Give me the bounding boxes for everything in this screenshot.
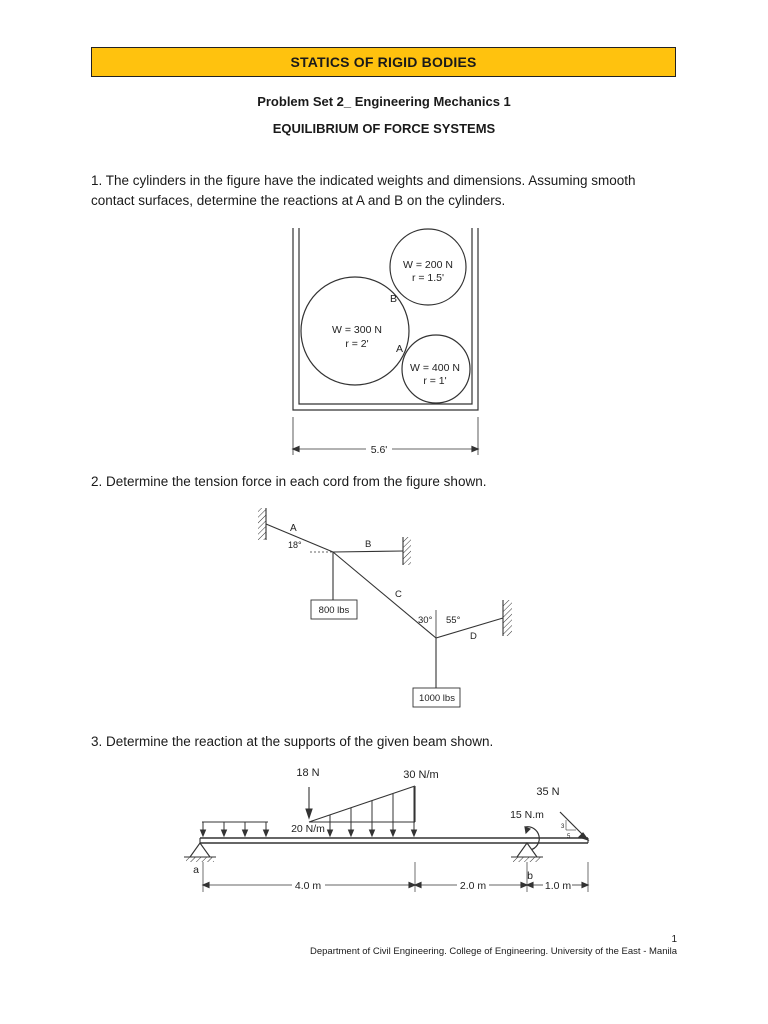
document-title: STATICS OF RIGID BODIES (91, 47, 676, 77)
support-a-label: a (193, 864, 199, 876)
problem-set-title: Problem Set 2_ Engineering Mechanics 1 (257, 94, 511, 109)
slope-run: 5 (567, 834, 571, 840)
contact-point-b: B (390, 293, 398, 305)
support-b-label: b (527, 870, 533, 882)
triangular-load-label: 30 N/m (403, 769, 439, 781)
figure-2-cords (258, 508, 512, 707)
section-title: EQUILIBRIUM OF FORCE SYSTEMS (272, 121, 496, 136)
page-number: 1 (671, 934, 677, 945)
dimension-4m: 4.0 m (294, 880, 322, 892)
top-cylinder-radius: r = 1.5' (411, 272, 445, 284)
left-cylinder-radius: r = 2' (345, 338, 369, 350)
left-cylinder-weight: W = 300 N (332, 324, 382, 336)
point-load-label: 18 N (296, 767, 320, 779)
uniform-load-arrows (201, 822, 269, 836)
uniform-load-label: 20 N/m (291, 823, 325, 835)
right-cylinder-weight: W = 400 N (410, 362, 460, 374)
problem-3-text: 3. Determine the reaction at the supports of the given beam shown. (91, 734, 494, 749)
right-cylinder-radius: r = 1' (423, 375, 447, 387)
cord-point-a: A (290, 523, 297, 534)
top-cylinder-weight: W = 200 N (403, 259, 453, 271)
dimension-2m: 2.0 m (459, 880, 487, 892)
problem-2-text: 2. Determine the tension force in each cord from the figure shown. (91, 474, 487, 489)
moment-label: 15 N.m (510, 809, 544, 821)
load-1000: 1000 lbs (419, 693, 455, 704)
dimension-1m: 1.0 m (544, 880, 572, 892)
width-dimension: 5.6' (370, 444, 388, 456)
load-800: 800 lbs (318, 605, 350, 616)
cord-point-b: B (365, 539, 372, 550)
angle-18: 18° (288, 540, 302, 550)
contact-point-a: A (396, 343, 404, 355)
inclined-force-label: 35 N (536, 786, 560, 798)
cord-point-d: D (470, 631, 477, 642)
cord-point-c: C (395, 589, 402, 600)
angle-30: 30° (418, 615, 433, 626)
problem-1-text: 1. The cylinders in the figure have the indicated weights and dimensions. Assuming smooth contact surfaces, determine the reactions at A and B on the cylinders. (91, 173, 636, 208)
angle-55: 55° (446, 615, 461, 626)
slope-rise: 3 (561, 824, 565, 830)
footer-department: Department of Civil Engineering. College of Engineering. University of the East - Manila (310, 946, 677, 957)
